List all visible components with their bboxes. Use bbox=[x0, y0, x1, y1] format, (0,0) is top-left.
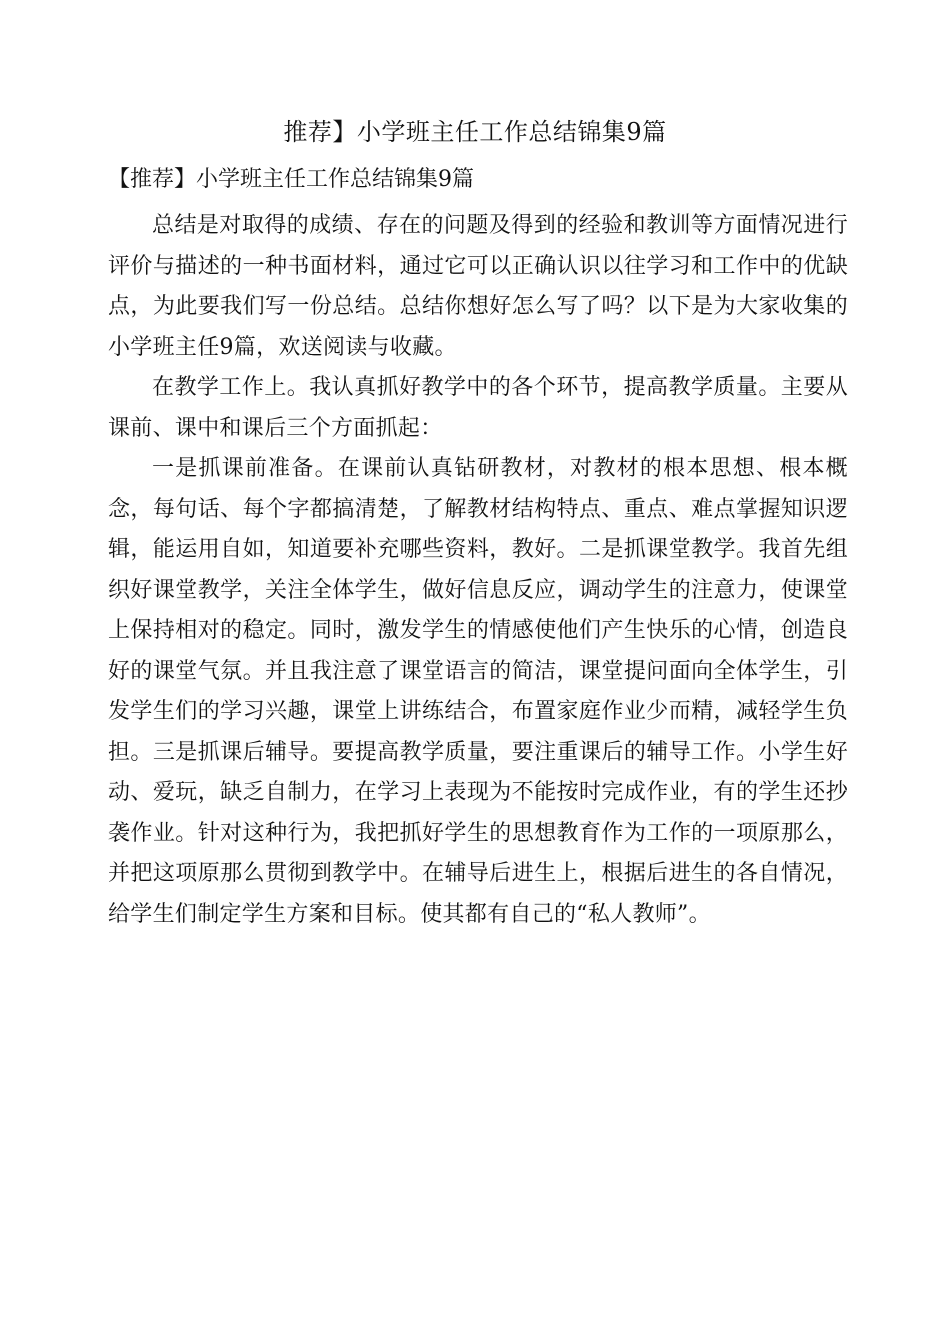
paragraph-teaching: 在教学工作上。我认真抓好教学中的各个环节，提高教学质量。主要从课前、课中和课后三个方面抓起： bbox=[108, 375, 848, 441]
document-body bbox=[108, 206, 848, 935]
document-title: 推荐】小学班主任工作总结锦集9篇 bbox=[283, 118, 667, 146]
document-subtitle: 【推荐】小学班主任工作总结锦集9篇 bbox=[108, 167, 474, 192]
paragraph-details: 一是抓课前准备。在课前认真钻研教材，对教材的根本思想、根本概念，每句话、每个字都搞清楚，了解教材结构特点、重点、难点掌握知识逻辑，能运用自如，知道要补充哪些资料，教好。二是抓课堂教学。我首先组织好课堂教学，关注全体学生，做好信息反应，调动学生的注意力，使课堂上保持相对的稳定。同时，激发学生的情感使他们产生快乐的心情，创造良好的课堂气氛。并且我注意了课堂语言的简洁，课堂提问面向全体学生，引发学生们的学习兴趣，课堂上讲练结合，布置家庭作业少而精，减轻学生负担。三是抓课后辅导。要提高教学质量，要注重课后的辅导工作。小学生好动、爱玩，缺乏自制力，在学习上表现为不能按时完成作业，有的学生还抄袭作业。针对这种行为，我把抓好学生的思想教育作为工作的一项原那么，并把这项原那么贯彻到教学中。在辅导后进生上，根据后进生的各自情况，给学生们制定学生方案和目标。使其都有自己的“私人教师”。 bbox=[108, 456, 848, 927]
paragraph-intro: 总结是对取得的成绩、存在的问题及得到的经验和教训等方面情况进行评价与描述的一种书面材料，通过它可以正确认识以往学习和工作中的优缺点，为此要我们写一份总结。总结你想好怎么写了吗？以下是为大家收集的小学班主任9篇，欢送阅读与收藏。 bbox=[108, 213, 848, 360]
